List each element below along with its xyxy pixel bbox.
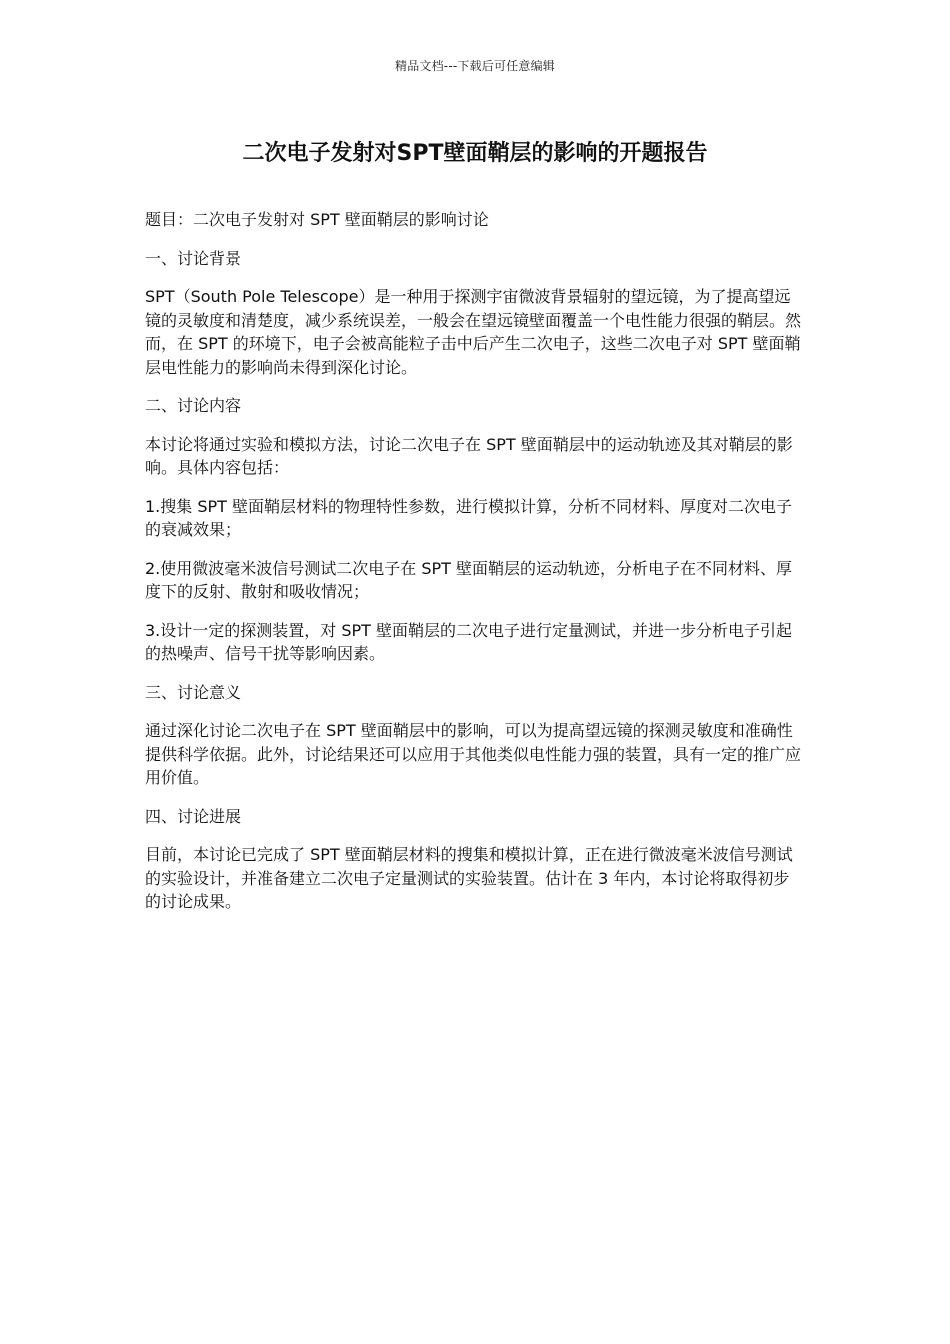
content-item-1: 1.搜集 SPT 壁面鞘层材料的物理特性参数，进行模拟计算，分析不同材料、厚度对二次电子的衰减效果； [145,496,793,539]
content-intro-paragraph: 本讨论将通过实验和模拟方法，讨论二次电子在 SPT 壁面鞘层中的运动轨迹及其对鞘层的影响。具体内容包括： [145,434,793,477]
section-heading-content: 二、讨论内容 [145,396,242,415]
section-heading-significance: 三、讨论意义 [145,682,242,702]
section-heading-progress: 四、讨论进展 [145,806,242,826]
content-item-3: 3.设计一定的探测装置，对 SPT 壁面鞘层的二次电子进行定量测试，并进一步分析电子引起的热噪声、信号干扰等影响因素。 [145,620,793,663]
document-title: 二次电子发射对SPT壁面鞘层的影响的开题报告 [242,141,708,166]
progress-paragraph: 目前，本讨论已完成了 SPT 壁面鞘层材料的搜集和模拟计算，正在进行微波毫米波信号测试的实验设计，并准备建立二次电子定量测试的实验装置。估计在 3 年内，本讨论将取得初步的讨论成果。 [145,845,793,911]
header-note: 精品文档---下载后可任意编辑 [395,59,555,73]
document-body [145,208,805,929]
content-item-2: 2.使用微波毫米波信号测试二次电子在 SPT 壁面鞘层的运动轨迹，分析电子在不同材料、厚度下的反射、散射和吸收情况； [145,558,793,601]
significance-paragraph: 通过深化讨论二次电子在 SPT 壁面鞘层中的影响，可以为提高望远镜的探测灵敏度和准确性提供科学依据。此外，讨论结果还可以应用于其他类似电性能力强的装置，具有一定的推广应用价值。 [145,721,802,787]
section-heading-background: 一、讨论背景 [145,248,242,268]
topic-line: 题目：二次电子发射对 SPT 壁面鞘层的影响讨论 [145,210,489,229]
background-paragraph: SPT（South Pole Telescope）是一种用于探测宇宙微波背景辐射的望远镜，为了提高望远镜的灵敏度和清楚度，减少系统误差，一般会在望远镜壁面覆盖一个电性能力很强的鞘层。然而，在 SPT 的环境下，电子会被高能粒子击中后产生二次电子，这些二次电子对 SPT 壁面鞘层电性能力的影响尚未得到深化讨论。 [145,287,802,377]
